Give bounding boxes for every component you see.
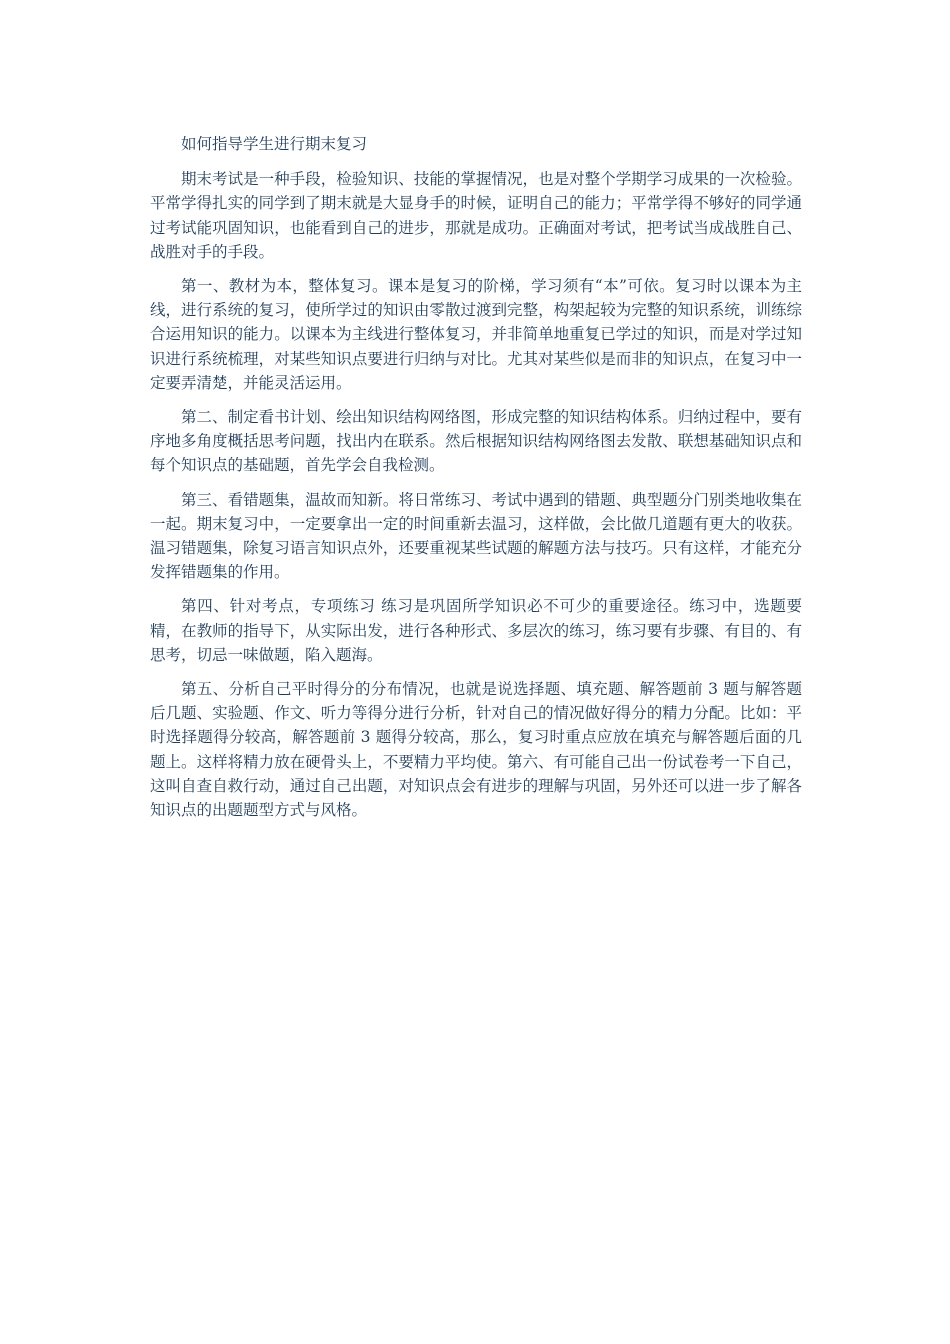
paragraph-step-2: 第二、制定看书计划、绘出知识结构网络图，形成完整的知识结构体系。归纳过程中，要有序地多角度概括思考问题，找出内在联系。然后根据知识结构网络图去发散、联想基础知识点和每个知识点的基础题，首先学会自我检测。 xyxy=(150,408,802,475)
paragraph-step-5-6: 第五、分析自己平时得分的分布情况，也就是说选择题、填充题、解答题前 3 题与解答题后几题、实验题、作文、听力等得分进行分析，针对自己的情况做好得分的精力分配。比如：平时选择题得分较高，解答题前 3 题得分较高，那么，复习时重点应放在填充与解答题后面的几题上。这样将精力放在硬骨头上，不要精力平均使。第六、有可能自己出一份试卷考一下自己，这叫自查自救行动，通过自己出题，对知识点会有进步的理解与巩固，另外还可以进一步了解各知识点的出题题型方式与风格。 xyxy=(150,680,802,820)
paragraph-step-4: 第四、针对考点，专项练习 练习是巩固所学知识必不可少的重要途径。练习中，选题要精，在教师的指导下，从实际出发，进行各种形式、多层次的练习，练习要有步骤、有目的、有思考，切忌一味做题，陷入题海。 xyxy=(150,597,802,664)
paragraph-step-3: 第三、看错题集，温故而知新。将日常练习、考试中遇到的错题、典型题分门别类地收集在一起。期末复习中，一定要拿出一定的时间重新去温习，这样做，会比做几道题有更大的收获。温习错题集，除复习语言知识点外，还要重视某些试题的解题方法与技巧。只有这样，才能充分发挥错题集的作用。 xyxy=(150,490,802,582)
paragraph-intro: 期末考试是一种手段，检验知识、技能的掌握情况，也是对整个学期学习成果的一次检验。平常学得扎实的同学到了期末就是大显身手的时候，证明自己的能力；平常学得不够好的同学通过考试能巩固知识，也能看到自己的进步，那就是成功。正确面对考试，把考试当成战胜自己、战胜对手的手段。 xyxy=(150,170,802,261)
document-title: 如何指导学生进行期末复习 xyxy=(181,135,368,153)
document-body xyxy=(150,127,802,832)
paragraph-step-1: 第一、教材为本，整体复习。课本是复习的阶梯，学习须有“本”可依。复习时以课本为主线，进行系统的复习，使所学过的知识由零散过渡到完整，构架起较为完整的知识系统，训练综合运用知识的能力。以课本为主线进行整体复习，并非简单地重复已学过的知识，而是对学过知识进行系统梳理，对某些知识点要进行归纳与对比。尤其对某些似是而非的知识点，在复习中一定要弄清楚，并能灵活运用。 xyxy=(150,277,802,392)
